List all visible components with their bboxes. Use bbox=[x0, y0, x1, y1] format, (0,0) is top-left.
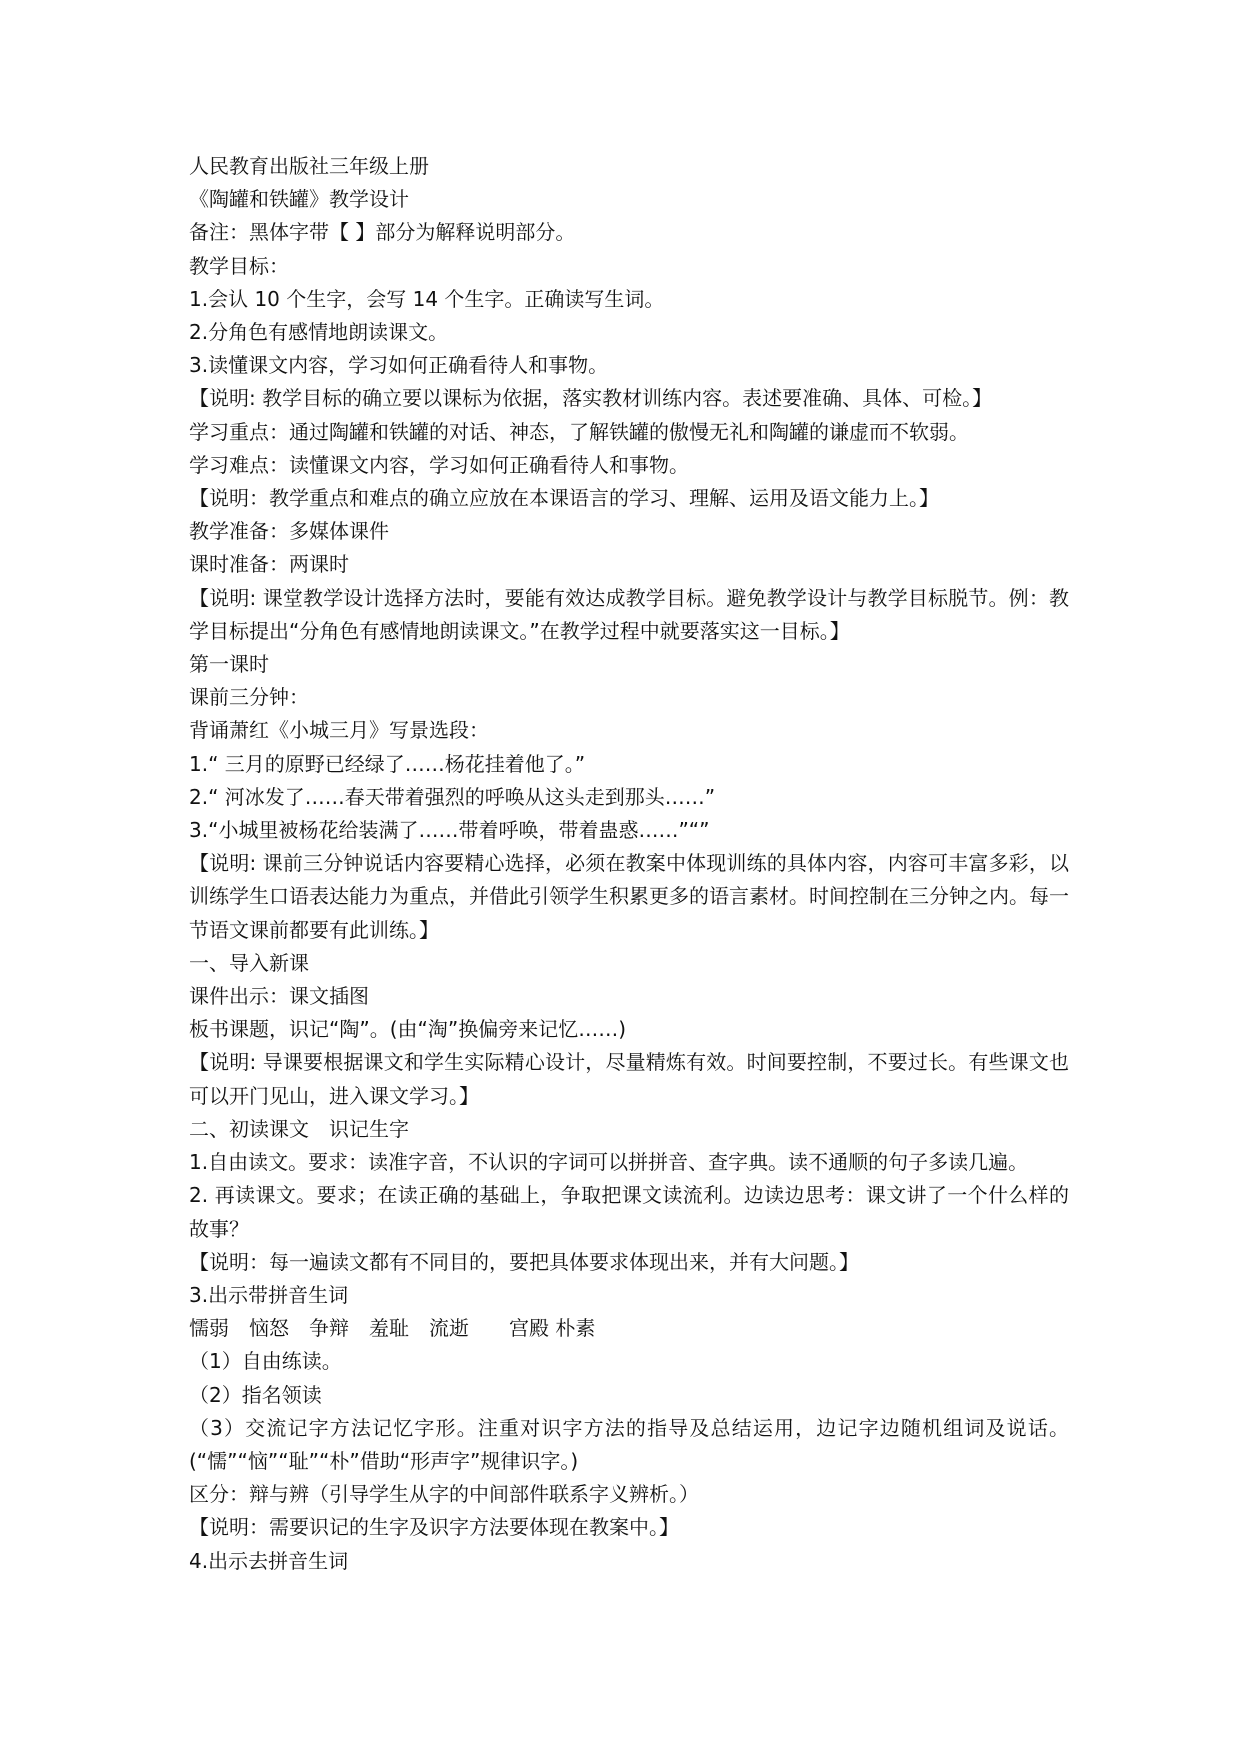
explanation-note: 【说明: 教学目标的确立要以课标为依据，落实教材训练内容。表述要准确、具体、可检。】 bbox=[189, 386, 993, 411]
reading-step-4: 4.出示去拼音生词 bbox=[189, 1548, 349, 1573]
pre-class-heading: 课前三分钟： bbox=[189, 685, 309, 710]
explanation-note: 【说明: 导课要根据课文和学生实际精心设计，尽量精炼有效。时间要控制，不要过长。有些课文也可以开门见山，进入课文学习。】 bbox=[189, 1050, 1069, 1108]
recitation-item-3: 3.“小城里被杨花给装满了……带着呼唤，带着蛊惑……”“” bbox=[189, 818, 710, 843]
practice-item-3: （3）交流记字方法记忆字形。注重对识字方法的指导及总结运用，边记字边随机组词及说话。(“懦”“恼”“耻”“朴”借助“形声字”规律识字。) bbox=[189, 1415, 1069, 1473]
recitation-item-2: 2.“ 河冰发了……春天带着强烈的呼唤从这头走到那头……” bbox=[189, 784, 716, 809]
vocabulary-list: 懦弱 恼怒 争辩 羞耻 流逝 宫殿 朴素 bbox=[189, 1316, 596, 1341]
document-body bbox=[189, 150, 1069, 1578]
teaching-preparation-line: 教学准备：多媒体课件 bbox=[189, 519, 389, 544]
explanation-note: 【说明: 课堂教学设计选择方法时，要能有效达成教学目标。避免教学设计与教学目标脱节。例：教学目标提出“分角色有感情地朗读课文。”在教学过程中就要落实这一目标。】 bbox=[189, 585, 1069, 643]
section-heading-objectives: 教学目标： bbox=[189, 253, 289, 278]
section-heading-first-reading: 二、初读课文 识记生字 bbox=[189, 1116, 409, 1141]
objective-item-1: 1.会认 10 个生字，会写 14 个生字。正确读写生词。 bbox=[189, 286, 665, 311]
practice-item-2: （2）指名领读 bbox=[189, 1382, 322, 1407]
reading-step-1: 1.自由读文。要求：读准字音，不认识的字词可以拼拼音、查字典。读不通顺的句子多读几遍。 bbox=[189, 1150, 1029, 1175]
blackboard-line: 板书课题，识记“陶”。(由“淘”换偏旁来记忆……) bbox=[189, 1017, 627, 1042]
courseware-line: 课件出示：课文插图 bbox=[189, 984, 369, 1009]
explanation-note: 【说明: 课前三分钟说话内容要精心选择，必须在教案中体现训练的具体内容，内容可丰富多彩，以训练学生口语表达能力为重点，并借此引领学生积累更多的语言素材。时间控制在三分钟之内。每一节语文课前都要有此训练。】 bbox=[189, 851, 1069, 942]
class-hours-line: 课时准备：两课时 bbox=[189, 552, 349, 577]
reading-step-2: 2. 再读课文。要求；在读正确的基础上，争取把课文读流利。边读边思考：课文讲了一个什么样的故事？ bbox=[189, 1183, 1069, 1241]
difficult-points-line: 学习难点：读懂课文内容，学习如何正确看待人和事物。 bbox=[189, 452, 689, 477]
document-title: 《陶罐和铁罐》教学设计 bbox=[189, 187, 409, 212]
practice-item-1: （1）自由练读。 bbox=[189, 1349, 342, 1374]
explanation-note: 【说明：每一遍读文都有不同目的，要把具体要求体现出来，并有大问题。】 bbox=[189, 1249, 859, 1274]
explanation-note: 【说明：需要识记的生字及识字方法要体现在教案中。】 bbox=[189, 1515, 679, 1540]
reading-step-3: 3.出示带拼音生词 bbox=[189, 1282, 349, 1307]
recitation-line: 背诵萧红《小城三月》写景选段： bbox=[189, 718, 489, 743]
objective-item-3: 3.读懂课文内容，学习如何正确看待人和事物。 bbox=[189, 353, 609, 378]
explanation-note: 【说明：教学重点和难点的确立应放在本课语言的学习、理解、运用及语文能力上。】 bbox=[189, 486, 939, 511]
lesson-one-heading: 第一课时 bbox=[189, 652, 269, 677]
recitation-item-1: 1.“ 三月的原野已经绿了……杨花挂着他了。” bbox=[189, 751, 586, 776]
objective-item-2: 2.分角色有感情地朗读课文。 bbox=[189, 320, 449, 345]
key-points-line: 学习重点：通过陶罐和铁罐的对话、神态，了解铁罐的傲慢无礼和陶罐的谦虚而不软弱。 bbox=[189, 419, 969, 444]
publisher-line: 人民教育出版社三年级上册 bbox=[189, 154, 429, 178]
remark-line: 备注：黑体字带【 】部分为解释说明部分。 bbox=[189, 220, 576, 245]
section-heading-intro: 一、导入新课 bbox=[189, 950, 309, 975]
distinction-line: 区分：辩与辨（引导学生从字的中间部件联系字义辨析。） bbox=[189, 1482, 699, 1507]
